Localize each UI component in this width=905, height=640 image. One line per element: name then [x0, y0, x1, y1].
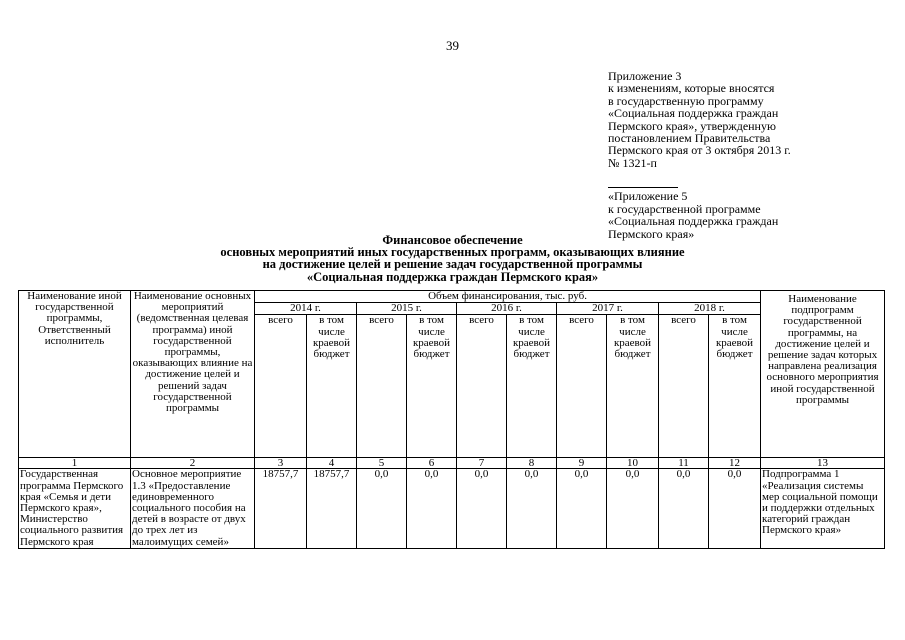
page-number: 39: [446, 38, 459, 53]
header-total: всего: [255, 315, 307, 458]
column-number: 11: [659, 458, 709, 469]
title-line: «Социальная поддержка граждан Пермского края»: [306, 269, 599, 284]
column-number: 1: [19, 458, 131, 469]
column-number: 12: [709, 458, 761, 469]
header-regional: в том числе краевой бюджет: [607, 315, 659, 458]
header-regional: в том числе краевой бюджет: [407, 315, 457, 458]
header-total: всего: [357, 315, 407, 458]
subprogram-cell: Подпрограмма 1 «Реализация системы мер социальной помощи и поддержки отдельных категорий граждан Пермского края»: [761, 469, 885, 548]
header-regional: в том числе краевой бюджет: [709, 315, 761, 458]
funding-table: [18, 290, 885, 549]
document-title: [0, 234, 905, 283]
header-year: 2014 г.: [255, 303, 357, 315]
table-row: [19, 469, 885, 548]
header-program: Наименование иной государственной программы, Ответственный исполнитель: [19, 291, 131, 458]
measure-cell: Основное мероприятие 1.3 «Предоставление единовременного социального пособия на детей в возрасте от двух до трех лет из малоимущих семей»: [131, 469, 255, 548]
program-cell: Государственная программа Пермского края «Семья и дети Пермского края», Министерство социального развития Пермского края: [19, 469, 131, 548]
value-cell: 0,0: [709, 469, 761, 548]
appendix-line: № 1321-п: [608, 155, 657, 170]
title-line: Финансовое обеспечение: [382, 233, 523, 247]
header-year: 2016 г.: [457, 303, 557, 315]
header-regional: в том числе краевой бюджет: [507, 315, 557, 458]
value-cell: 0,0: [659, 469, 709, 548]
value-cell: 0,0: [457, 469, 507, 548]
separator-line: [608, 181, 678, 188]
column-number: 2: [131, 458, 255, 469]
appendix-line: в государственную программу: [608, 93, 764, 108]
appendix-line: к изменениям, которые вносятся: [608, 81, 775, 96]
appendix5-line: «Приложение 5: [608, 189, 688, 204]
column-number: 8: [507, 458, 557, 469]
column-number: 13: [761, 458, 885, 469]
column-number: 5: [357, 458, 407, 469]
header-total: всего: [557, 315, 607, 458]
value-cell: 0,0: [357, 469, 407, 548]
column-number-row: [19, 458, 885, 469]
appendix-line: Пермского края от 3 октября 2013 г.: [608, 143, 791, 158]
header-subprogram: Наименование подпрограмм государственной программы, на достижение целей и решение задач которых направлена реализация основного мероприятия иной государственной программы: [761, 291, 885, 458]
value-cell: 0,0: [507, 469, 557, 548]
header-regional: в том числе краевой бюджет: [307, 315, 357, 458]
appendix5-line: «Социальная поддержка граждан: [608, 214, 779, 229]
column-number: 4: [307, 458, 357, 469]
column-number: 6: [407, 458, 457, 469]
appendix5-block: [608, 178, 778, 240]
appendix-line: «Социальная поддержка граждан: [608, 106, 779, 121]
value-cell: 0,0: [407, 469, 457, 548]
title-line: на достижение целей и решение задач государственной программы: [262, 257, 643, 272]
header-total: всего: [659, 315, 709, 458]
header-year: 2018 г.: [659, 303, 761, 315]
column-number: 9: [557, 458, 607, 469]
column-number: 7: [457, 458, 507, 469]
header-total: всего: [457, 315, 507, 458]
value-cell: 0,0: [607, 469, 659, 548]
column-number: 10: [607, 458, 659, 469]
appendix-line: Пермского края», утвержденную: [608, 118, 776, 133]
appendix-line: постановлением Правительства: [608, 131, 771, 146]
appendix5-line: Пермского края»: [608, 226, 695, 241]
header-measure: Наименование основных мероприятий (ведомственная целевая программа) иной государственной программы, оказывающих влияние на достижение целей и решений задач государственной программы: [131, 291, 255, 458]
column-number: 3: [255, 458, 307, 469]
value-cell: 18757,7: [307, 469, 357, 548]
value-cell: 0,0: [557, 469, 607, 548]
appendix-line: Приложение 3: [608, 69, 682, 83]
header-funding: Объем финансирования, тыс. руб.: [255, 291, 761, 303]
header-year: 2017 г.: [557, 303, 659, 315]
appendix5-line: к государственной программе: [608, 201, 761, 216]
header-year: 2015 г.: [357, 303, 457, 315]
title-line: основных мероприятий иных государственных программ, оказывающих влияние: [220, 245, 685, 260]
appendix-block: [608, 70, 791, 169]
value-cell: 18757,7: [255, 469, 307, 548]
